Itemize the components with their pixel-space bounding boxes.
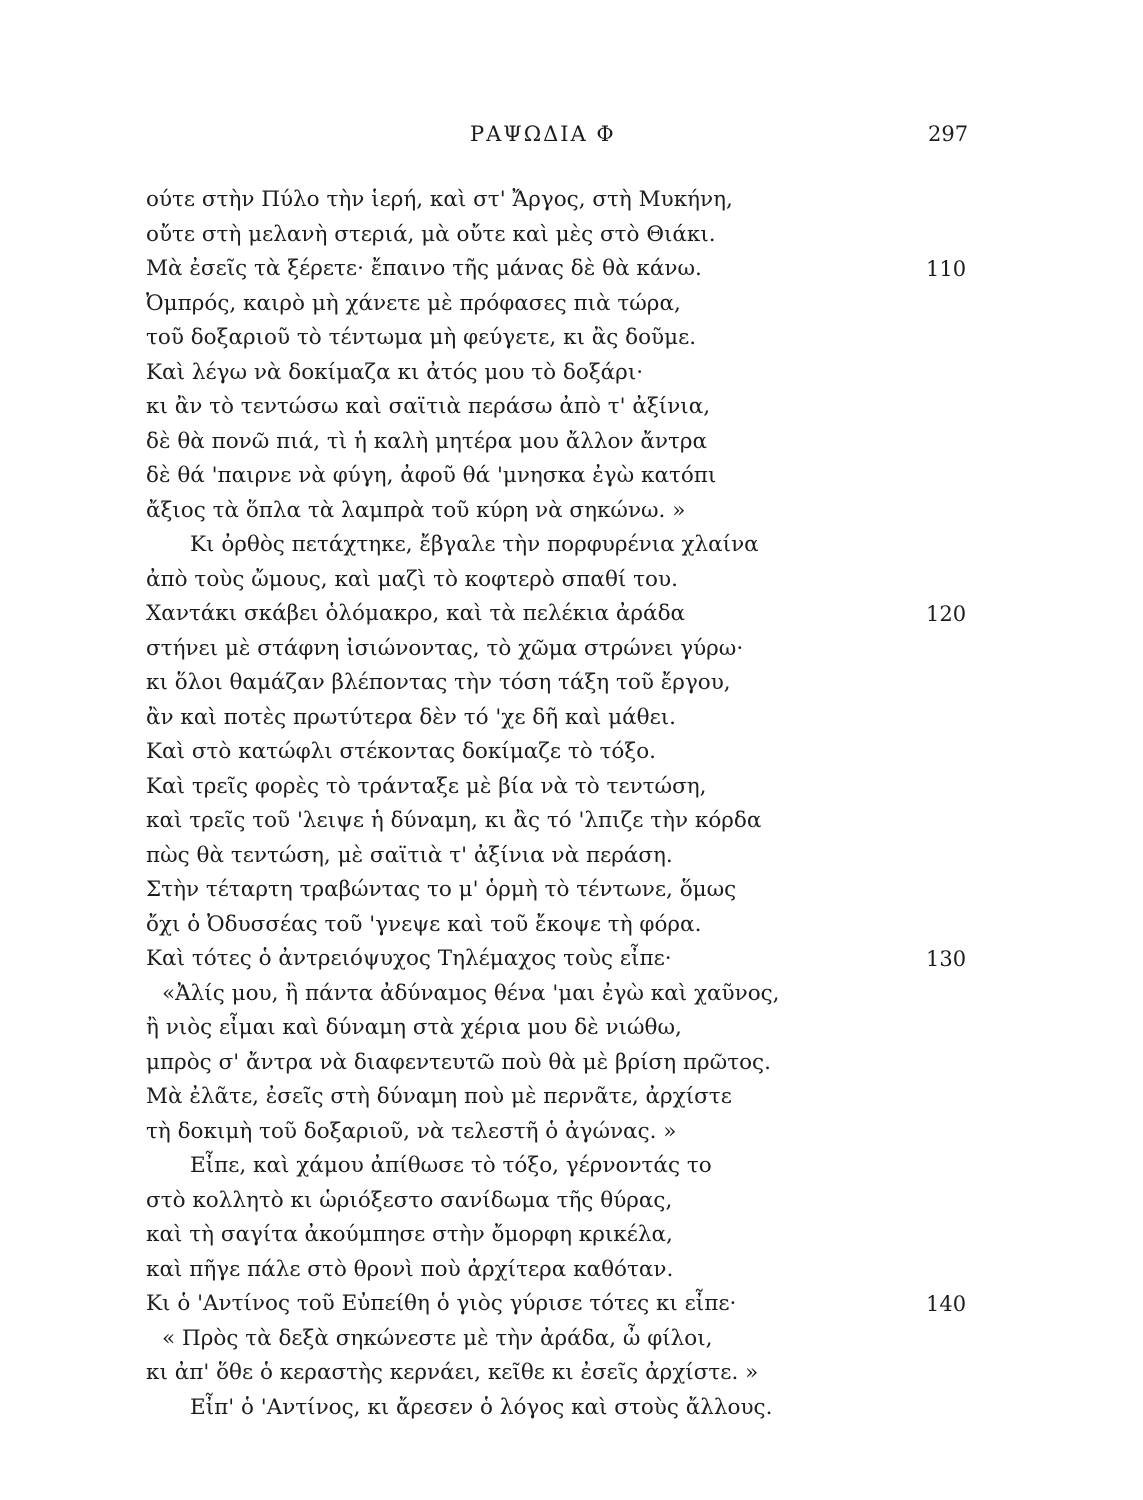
verse-text: Εἶπ' ὁ 'Αντίνος, κι ἄρεσεν ὁ λόγος καὶ στοὺς ἄλλους. <box>190 1394 773 1420</box>
verse-line <box>146 321 1006 356</box>
verse-line <box>146 183 1006 218</box>
verse-text: Μὰ ἐλᾶτε, ἐσεῖς στὴ δύναμη ποὺ μὲ περνᾶτε, ἀρχίστε <box>146 1084 732 1109</box>
running-header <box>0 122 1143 152</box>
verse-line <box>146 528 1006 563</box>
verse-text: Κι ὁ 'Αντίνος τοῦ Εὐπείθη ὁ γιὸς γύρισε τότες κι εἶπε· <box>146 1291 737 1316</box>
line-number: 110 <box>926 257 967 281</box>
verse-line <box>146 1046 1006 1081</box>
verse-text: καὶ πῆγε πάλε στὸ θρονὶ ποὺ ἀρχίτερα καθόταν. <box>146 1256 674 1282</box>
verse-line <box>146 1253 1006 1288</box>
verse-text: καὶ τὴ σαγίτα ἀκούμπησε στὴν ὄμορφη κρικέλα, <box>146 1222 673 1247</box>
poem-text <box>146 183 1006 1425</box>
verse-text: δὲ θὰ πονῶ πιά, τὶ ἡ καλὴ μητέρα μου ἄλλον ἄντρα <box>146 428 708 454</box>
page-number: 297 <box>928 122 969 146</box>
verse-text: κι ἀπ' ὅθε ὁ κεραστὴς κερνάει, κεῖθε κι ἐσεῖς ἀρχίστε. » <box>146 1360 759 1385</box>
verse-line <box>146 252 1006 287</box>
verse-line <box>146 597 1006 632</box>
verse-text: Μὰ ἐσεῖς τὰ ξέρετε· ἔπαινο τῆς μάνας δὲ θὰ κάνω. <box>146 256 702 281</box>
verse-text: ἂν καὶ ποτὲς πρωτύτερα δὲν τό 'χε δῆ καὶ μάθει. <box>146 704 677 730</box>
line-number: 140 <box>926 1292 967 1316</box>
verse-line <box>146 1391 1006 1426</box>
verse-text: στὸ κολλητὸ κι ὡριόξεστο σανίδωμα τῆς θύρας, <box>146 1187 673 1213</box>
verse-line <box>146 425 1006 460</box>
verse-text: Κι ὀρθὸς πετάχτηκε, ἔβγαλε τὴν πορφυρένια χλαίνα <box>190 532 759 557</box>
verse-line <box>146 839 1006 874</box>
verse-text: στήνει μὲ στάφνη ἰσιώνοντας, τὸ χῶμα στρώνει γύρω· <box>146 635 744 661</box>
verse-line <box>146 1184 1006 1219</box>
verse-text: Καὶ τρεῖς φορὲς τὸ τράνταξε μὲ βία νὰ τὸ τεντώση, <box>146 773 707 799</box>
verse-text: δὲ θά 'παιρνε νὰ φύγη, ἀφοῦ θά 'μνησκα ἐγὼ κατόπι <box>146 463 717 488</box>
verse-text: καὶ τρεῖς τοῦ 'λειψε ἡ δύναμη, κι ἂς τό 'λπιζε τὴν κόρδα <box>146 808 762 833</box>
verse-text: ἀπὸ τοὺς ὤμους, καὶ μαζὶ τὸ κοφτερὸ σπαθί του. <box>146 566 678 592</box>
verse-line <box>146 459 1006 494</box>
verse-line <box>146 977 1006 1012</box>
verse-text: Καὶ τότες ὁ ἀντρειόψυχος Τηλέμαχος τοὺς εἶπε· <box>146 946 672 971</box>
verse-line <box>146 1287 1006 1322</box>
verse-text: ὄχι ὁ Ὀδυσσέας τοῦ 'γνεψε καὶ τοῦ ἔκοψε τὴ φόρα. <box>146 911 702 937</box>
verse-line <box>146 735 1006 770</box>
line-number: 130 <box>926 947 967 971</box>
verse-text: « Πρὸς τὰ δεξὰ σηκώνεστε μὲ τὴν ἀράδα, ὦ φίλοι, <box>162 1325 713 1351</box>
verse-line <box>146 873 1006 908</box>
verse-text: «Ἀλίς μου, ἢ πάντα ἀδύναμος θένα 'μαι ἐγὼ καὶ χαῦνος, <box>162 980 780 1006</box>
verse-text: Καὶ στὸ κατώφλι στέκοντας δοκίμαζε τὸ τόξο. <box>146 739 656 764</box>
verse-line <box>146 1080 1006 1115</box>
verse-text: ούτε στὴν Πύλο τὴν ἱερή, καὶ στ' Ἄργος, στὴ Μυκήνη, <box>146 187 733 212</box>
verse-text: τὴ δοκιμὴ τοῦ δοξαριοῦ, νὰ τελεστῆ ὁ ἀγώνας. » <box>146 1118 677 1144</box>
line-number: 120 <box>926 602 967 626</box>
verse-line <box>146 218 1006 253</box>
verse-line <box>146 356 1006 391</box>
verse-line <box>146 494 1006 529</box>
verse-text: οὔτε στὴ μελανὴ στεριά, μὰ οὔτε καὶ μὲς στὸ Θιάκι. <box>146 221 716 247</box>
verse-line <box>146 942 1006 977</box>
verse-line <box>146 666 1006 701</box>
verse-text: Χαντάκι σκάβει ὁλόμακρο, καὶ τὰ πελέκια ἀράδα <box>146 601 686 626</box>
verse-line <box>146 770 1006 805</box>
verse-line <box>146 908 1006 943</box>
verse-line <box>146 1322 1006 1357</box>
verse-text: Στὴν τέταρτη τραβώντας το μ' ὁρμὴ τὸ τέντωνε, ὅμως <box>146 877 737 902</box>
verse-text: κι ὅλοι θαμάζαν βλέποντας τὴν τόση τάξη τοῦ ἔργου, <box>146 670 731 695</box>
verse-line <box>146 632 1006 667</box>
verse-line <box>146 563 1006 598</box>
verse-text: Εἶπε, καὶ χάμου ἀπίθωσε τὸ τόξο, γέρνοντάς το <box>190 1153 712 1178</box>
verse-line <box>146 1218 1006 1253</box>
verse-line <box>146 701 1006 736</box>
verse-text: Ὀμπρός, καιρὸ μὴ χάνετε μὲ πρόφασες πιὰ τώρα, <box>146 290 681 316</box>
running-title: ΡΑΨΩΔΙΑ Φ <box>470 122 616 146</box>
verse-line <box>146 287 1006 322</box>
verse-line <box>146 1149 1006 1184</box>
verse-line <box>146 390 1006 425</box>
verse-text: πὼς θὰ τεντώση, μὲ σαϊτιὰ τ' ἀξίνια νὰ περάση. <box>146 842 673 868</box>
verse-line <box>146 804 1006 839</box>
verse-text: τοῦ δοξαριοῦ τὸ τέντωμα μὴ φεύγετε, κι ἂς δοῦμε. <box>146 325 697 350</box>
verse-line <box>146 1356 1006 1391</box>
verse-text: κι ἂν τὸ τεντώσω καὶ σαϊτιὰ περάσω ἀπὸ τ' ἀξίνια, <box>146 394 711 419</box>
verse-text: Καὶ λέγω νὰ δοκίμαζα κι ἀτός μου τὸ δοξάρι· <box>146 359 644 385</box>
verse-line <box>146 1011 1006 1046</box>
verse-text: μπρὸς σ' ἄντρα νὰ διαφεντευτῶ ποὺ θὰ μὲ βρίση πρῶτος. <box>146 1049 771 1075</box>
verse-text: ἢ νιὸς εἶμαι καὶ δύναμη στὰ χέρια μου δὲ νιώθω, <box>146 1015 682 1040</box>
verse-text: ἄξιος τὰ ὅπλα τὰ λαμπρὰ τοῦ κύρη νὰ σηκώνω. » <box>146 497 686 523</box>
verse-line <box>146 1115 1006 1150</box>
